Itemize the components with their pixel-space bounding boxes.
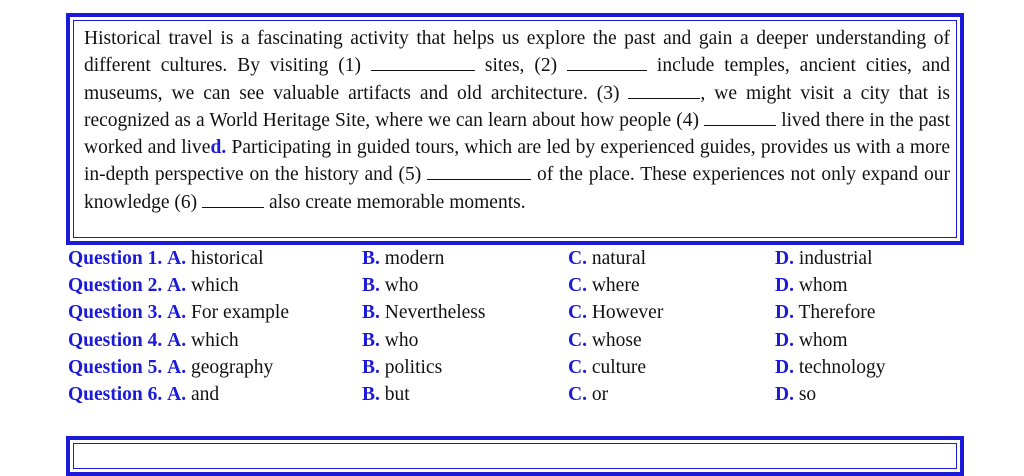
question-5-option-a[interactable]	[68, 357, 273, 379]
blank-2[interactable]	[567, 56, 647, 71]
option-text: or	[591, 383, 609, 405]
passage-segment-1: Historical travel is a fascinating activity that helps us explore the past and gain a deeper understanding of different cultures. By visiting (1)	[84, 28, 950, 77]
option-text: whose	[591, 329, 642, 351]
blank-3[interactable]	[628, 84, 700, 99]
option-text: whom	[798, 329, 848, 351]
question-3-option-b[interactable]	[362, 302, 485, 324]
option-text: whom	[798, 275, 848, 297]
option-letter: D.	[775, 302, 794, 324]
question-3-option-d[interactable]	[775, 302, 875, 324]
question-label: Question 2.	[68, 275, 163, 297]
option-letter: A.	[167, 248, 187, 269]
passage-bold-letter: d.	[210, 137, 227, 159]
question-label: Question 4.	[68, 329, 163, 351]
passage-segment-7: of the place. These experiences not only expand our knowledge (6)	[84, 164, 950, 213]
passage-segment-6: Participating in guided tours, which are led by experienced guides, provides us with a more in-depth perspective on the history and (5)	[84, 137, 950, 186]
blank-1[interactable]	[371, 56, 475, 71]
option-letter: C.	[568, 302, 587, 324]
option-text: so	[798, 383, 817, 405]
passage-segment-2: sites, (2)	[474, 55, 567, 77]
option-text: industrial	[798, 248, 873, 269]
blank-6[interactable]	[202, 193, 264, 208]
option-letter: A.	[167, 383, 187, 405]
question-5-option-c[interactable]	[568, 357, 646, 379]
question-row-1	[68, 248, 1008, 275]
option-letter: B.	[362, 356, 380, 378]
option-text: natural	[591, 248, 646, 269]
question-4-option-a[interactable]	[68, 330, 239, 352]
option-letter: A.	[167, 329, 187, 351]
question-list	[68, 248, 1008, 411]
option-text: Therefore	[798, 302, 876, 324]
question-5-option-d[interactable]	[775, 357, 886, 379]
option-text: modern	[384, 248, 445, 269]
question-2-option-a[interactable]	[68, 275, 239, 297]
option-text: geography	[190, 356, 274, 378]
option-text: politics	[384, 356, 443, 378]
question-6-option-a[interactable]	[68, 384, 219, 406]
next-passage-box	[66, 436, 964, 476]
option-letter: A.	[167, 356, 187, 378]
question-4-option-b[interactable]	[362, 330, 418, 352]
blank-5[interactable]	[427, 165, 531, 180]
option-text: which	[190, 275, 239, 297]
option-text: For example	[190, 302, 289, 324]
passage-segment-5: lived there in the past worked and live	[84, 109, 950, 159]
question-4-option-d[interactable]	[775, 330, 848, 352]
option-text: and	[190, 383, 220, 405]
question-1-option-c[interactable]	[568, 248, 646, 270]
option-text: culture	[591, 356, 646, 378]
option-text: Nevertheless	[384, 302, 486, 324]
option-letter: C.	[568, 383, 587, 405]
option-text: who	[384, 275, 419, 297]
question-5-option-b[interactable]	[362, 357, 442, 379]
option-letter: A.	[167, 302, 187, 324]
option-letter: D.	[775, 275, 794, 297]
option-text: but	[384, 383, 410, 405]
option-letter: B.	[362, 329, 380, 351]
question-1-option-d[interactable]	[775, 248, 873, 270]
question-6-option-c[interactable]	[568, 384, 608, 406]
passage-box	[66, 13, 964, 245]
option-text: which	[190, 329, 239, 351]
option-letter: B.	[362, 383, 380, 405]
option-text: where	[591, 275, 640, 297]
question-row-3	[68, 302, 1008, 329]
option-letter: C.	[568, 275, 587, 297]
option-letter: C.	[568, 248, 587, 269]
question-row-5	[68, 357, 1008, 384]
question-row-6	[68, 384, 1008, 411]
option-letter: D.	[775, 356, 794, 378]
question-2-option-b[interactable]	[362, 275, 418, 297]
question-3-option-a[interactable]	[68, 302, 289, 324]
question-row-2	[68, 275, 1008, 302]
question-6-option-b[interactable]	[362, 384, 410, 406]
option-letter: A.	[167, 275, 187, 297]
option-text: who	[384, 329, 419, 351]
blank-4[interactable]	[704, 111, 776, 126]
passage-text	[84, 25, 950, 216]
option-letter: D.	[775, 329, 794, 351]
option-letter: D.	[775, 248, 794, 269]
question-label: Question 5.	[68, 356, 163, 378]
question-3-option-c[interactable]	[568, 302, 663, 324]
question-label: Question 3.	[68, 302, 163, 324]
option-letter: C.	[568, 356, 587, 378]
option-letter: C.	[568, 329, 587, 351]
passage-segment-4: , we might visit a city that is recognized as a World Heritage Site, where we can learn about how people (4)	[84, 82, 950, 131]
option-letter: B.	[362, 248, 380, 269]
question-2-option-d[interactable]	[775, 275, 848, 297]
question-1-option-a[interactable]	[68, 248, 264, 270]
next-passage-inner-border	[73, 443, 957, 469]
question-1-option-b[interactable]	[362, 248, 444, 270]
question-row-4	[68, 330, 1008, 357]
option-letter: B.	[362, 275, 380, 297]
question-2-option-c[interactable]	[568, 275, 639, 297]
question-4-option-c[interactable]	[568, 330, 642, 352]
question-6-option-d[interactable]	[775, 384, 816, 406]
option-letter: D.	[775, 383, 794, 405]
option-text: technology	[798, 356, 886, 378]
passage-segment-3: include temples, ancient cities, and museums, we can see valuable artifacts and old architecture. (3)	[84, 55, 950, 104]
option-text: However	[591, 302, 664, 324]
question-label: Question 6.	[68, 383, 163, 405]
passage-segment-8: also create memorable moments.	[264, 191, 526, 213]
option-letter: B.	[362, 302, 380, 324]
question-label: Question 1.	[68, 248, 163, 269]
option-text: historical	[190, 248, 264, 269]
